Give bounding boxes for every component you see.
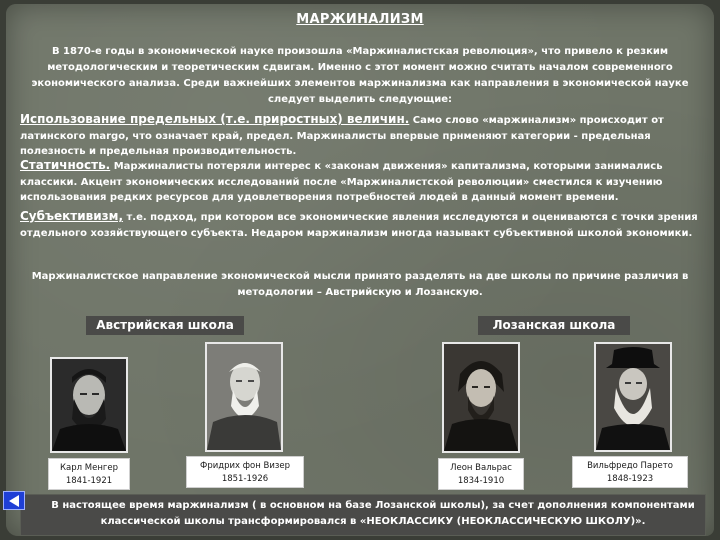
person-years: 1841-1921 (65, 476, 113, 486)
feature-text: Маржиналисты потеряли интерес к «законам движения» капитализма, которыми занимались классики. Акцент экономических исследований после «Маржиналистской революции» сместился к изучению использования редких ресурсов для удовлетворения потребностей людей в данный момент времени. (20, 161, 663, 203)
portrait-carl-menger (50, 357, 128, 453)
caption-friedrich-von-wieser (186, 456, 304, 488)
feature-text: т.е. подход, при котором все экономические явления исследуются и оцениваются с точки зрения отдельного хозяйствующего субъекта. Недаром маржинализм иногда называкт субъективной школой экономики. (20, 212, 698, 239)
austrian-school-header: Австрийская школа (86, 316, 244, 335)
feature-term: Субъективизм, (20, 209, 124, 223)
footer-text: В настоящее время маржинализм ( в основном на базе Лозанской школы), за счет дополнения компонентами классической школы трансформировался в «НЕОКЛАССИКУ (НЕОКЛАССИЧЕСКУЮ ШКОЛУ)». (51, 500, 695, 527)
person-years: 1848-1923 (606, 474, 654, 484)
person-name: Карл Менгер (60, 463, 118, 473)
feature-subjectivism (20, 209, 702, 241)
portrait-vilfredo-pareto (594, 342, 672, 452)
feature-statics (20, 158, 702, 206)
person-name: Леон Вальрас (450, 463, 512, 473)
back-arrow-icon (9, 495, 19, 507)
person-name: Вильфредо Парето (587, 461, 673, 471)
portrait-friedrich-von-wieser (205, 342, 283, 452)
portrait-leon-walras (442, 342, 520, 453)
feature-term: Использование предельных (т.е. приростных) величин. (20, 112, 410, 126)
person-name: Фридрих фон Визер (200, 461, 290, 471)
intro-paragraph: В 1870-е годы в экономической науке произошла «Маржиналистская революция», что привело к резким методологическим и теоретическим сдвигам. Именно с этот момент можно считать началом современного экономического анализа. Среди важнейших элементов маржинализма как направления в экономической науке следует выделить следующие: (31, 46, 689, 105)
feature-term: Статичность. (20, 158, 111, 172)
feature-text: Само слово «маржинализм» происходит от латинского margo, что означает край, предел. Маржиналисты впервые прнменяют категории - предельная полезность и предельная производительность. (20, 115, 664, 157)
schools-summary: Маржиналистское направление экономической мысли принято разделять на две школы по причине различия в методологии – Австрийскую и Лозанскую. (31, 271, 689, 298)
back-button[interactable] (3, 491, 25, 510)
caption-carl-menger (48, 458, 130, 490)
caption-leon-walras (438, 458, 524, 490)
person-years: 1834-1910 (457, 476, 505, 486)
page-title: МАРЖИНАЛИЗМ (296, 12, 424, 27)
footer-box (20, 494, 706, 536)
person-years: 1851-1926 (221, 474, 269, 484)
caption-vilfredo-pareto (572, 456, 688, 488)
lausanne-school-header: Лозанская школа (478, 316, 630, 335)
feature-marginal-values (20, 112, 702, 160)
